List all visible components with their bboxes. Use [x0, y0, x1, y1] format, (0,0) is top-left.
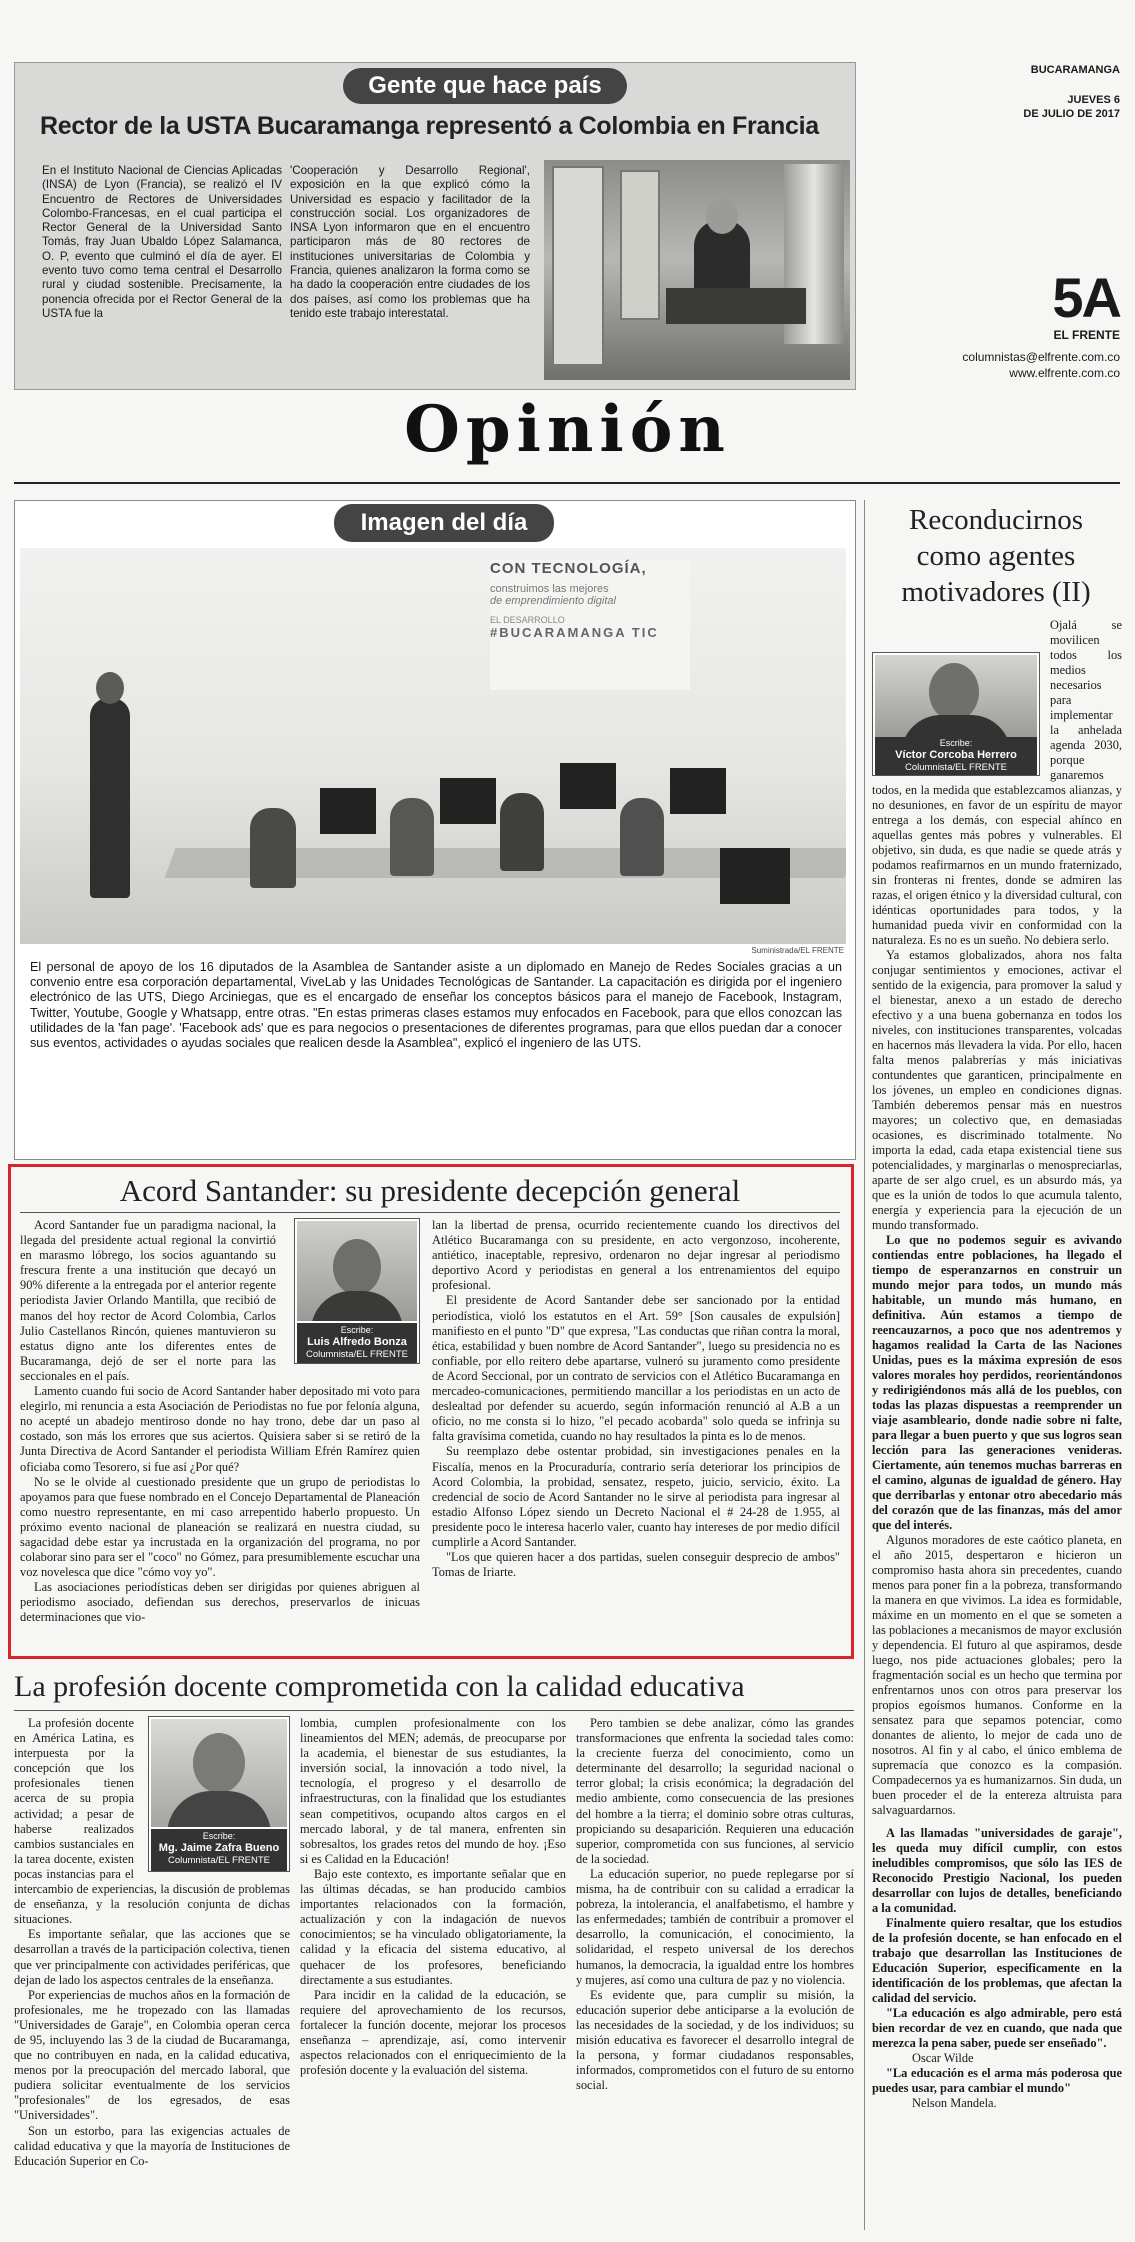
wall-banner [490, 560, 690, 690]
docente-headline: La profesión docente comprometida con la calidad educativa [14, 1670, 745, 1703]
section-title: Opinión [404, 392, 731, 467]
banner-photo-window [620, 170, 660, 320]
photo-credit: Suministrada/EL FRENTE [751, 946, 844, 955]
docente-col2 [300, 1716, 566, 2236]
docente-author-role: Columnista/EL FRENTE [167, 1855, 271, 1866]
monitor [440, 778, 496, 824]
attendee [390, 798, 434, 876]
docente-col1-p3: Por experiencias de muchos años en la formación de profesionales, me he tropezado con las llamadas "Universidades de Garaje", en Colombia operan cerca de 95, incluyendo las 3 de la ciudad de Bucaramanga, que no contribuyen en nada, en la calidad educativa, menos por la preocupación del mercado laboral, que pudiera solicitar eventualmente de los servicios "profesionales" de los egresados, de esas "Universidades". [14, 1987, 290, 2123]
reconducir-escribe: Escribe: [939, 738, 973, 748]
docente-author-caption [151, 1829, 287, 1871]
presenter-figure [90, 698, 130, 898]
acord-col1-p4: Las asociaciones periodísticas deben ser dirigidas por quienes abriguen al periodismo asociado, defiendan sus derechos, preservarlos de inicuas determinaciones que vio- [20, 1580, 420, 1625]
docente-col2-p3: Para incidir en la calidad de la educación, se requiere del aprovechamiento de los recursos, fortalecer la función docente, mejorar los procesos enseñanza – aprendizaje, así, como intervenir aspectos relacionados con el enriquecimiento de la profesión docente y la evaluación del sistema. [300, 1987, 566, 2078]
imagen-photo [20, 548, 846, 944]
acord-col2-p2: El presidente de Acord Santander debe ser sancionado por la entidad periodística, violó los estatutos en el Art. 59° [Son causales de expulsión] manifiesto en el punto "D" que expresa, "Las conductas que riñan contra la moral, ética, estabilidad y buen nombre de Acord Santander", luego su presidencia no es confiable, por ello reitero debe apartarse, vulneró su juramento como presidente de Acord Seccional, por un contrato de servicios con el Atlético Bucaramanga en mercadeo-comunicaciones, permitiendo mancillar a los periodistas en un acto de deslealtad por defender su acuerdo, según información renunció al A.B a un oficio, no me consta si lo hizo, "el pecado acobarda" solo queda se infrinja su falta gravísima cometida, cuando no hay resultados la pinta es lo de menos. [432, 1293, 840, 1444]
docente-col1-p1: La profesión docente en América Latina, es interpuesta por la concepción que los profesionales tienen acerca de su propia actividad; a pesar de haberse realizados cambios sustanciales en la tarea docente, existen pocas instancias para el intercambio de experiencias, la discusión de problemas de enseñanza, y la resolución conjunta de dichas situaciones. [14, 1716, 290, 1927]
reconducir-p3: Lo que no podemos seguir es avivando contiendas entre poblaciones, ha llegado el tiempo de esperanzarnos en construir un mundo mejor para todos, un mundo más habitable, un mundo más humano, en definitiva. Aún estamos a tiempo de reencauzarnos, a poco que nos adentremos y hagamos realidad la Carta de las Naciones Unidas, pues es la máxima expresión de esos valores morales hoy perdidos, reorientándonos y redirigiéndonos más allá de los pueblos, con todas las plazas dispuestas a reemprender un viaje asambleario, donde nadie sobre ni falte, para llegar a buen puerto y que sus logros sean lección para las generaciones venideras. Ciertamente, aún tenemos muchas barreras en el camino, algunas de igualdad de género. Hay que derribarlas y entonar otro abecedario más del corazón que de las finanzas, más del amor que del interés. [872, 1233, 1122, 1532]
banner-col2: 'Cooperación y Desarrollo Regional', exposición en la que explicó cómo la Universidad es espacio y facilitador de la construcción social. Los organizadores de INSA Lyon informaron que en el encuentro participaron más de 80 rectores de instituciones universitarias de Colombia y Francia, quienes analizaron la forma como se ha dado la cooperación entre ciudades de los dos países, así como los problemas que ha tenido este trabajo interestatal. [290, 164, 530, 320]
docente-escribe: Escribe: [202, 1831, 236, 1841]
paper-name: EL FRENTE [1053, 328, 1120, 342]
banner-photo [544, 160, 850, 380]
section-rule [14, 482, 1120, 484]
acord-col1-p1: Acord Santander fue un paradigma nacional, la llegada del presidente actual regional la convirtió en marasmo lóbrego, los socios aguantando su frescura frente a una institución que decayó un 90% diferente a la entregada por el anterior regente periodista Javier Orlando Mantilla, que recibió de manos del hoy rector de Acord Colombia, Carlos Julio Castellanos Rincón, quienes mantuvieron su estatus digno ante los diferentes entes de Bucaramanga, dejó de ser el norte para las seccionales en el país. [20, 1218, 276, 1383]
reconducir-author-box [872, 652, 1040, 776]
wall-banner-line3: de emprendimiento digital [490, 595, 616, 607]
reconducir-headline [870, 502, 1122, 610]
reconducir-headline-3: motivadores (II) [901, 576, 1091, 608]
acord-author-photo [297, 1221, 417, 1321]
header-city: BUCARAMANGA [1030, 64, 1120, 76]
attendee [500, 793, 544, 871]
presenter-head [96, 672, 124, 704]
docente-author-head [193, 1733, 245, 1793]
docente-author-box [148, 1716, 290, 1872]
docente-col3 [576, 1716, 854, 2236]
acord-author-caption [297, 1323, 417, 1363]
banner-headline: Rector de la USTA Bucaramanga representó a Colombia en Francia [40, 112, 819, 140]
reconducir-headline-2: como agentes [916, 540, 1076, 572]
acord-col2-p4: "Los que quieren hacer a dos partidas, suelen conseguir desprecio de ambos" Tomas de Iriarte. [432, 1550, 840, 1580]
acord-rule [20, 1212, 840, 1213]
wall-banner-line1: CON TECNOLOGÍA, [490, 560, 647, 577]
reconducir-body [872, 618, 1122, 2234]
reconducir-author-caption [875, 737, 1037, 775]
header-date-1: JUEVES 6 [1067, 94, 1120, 106]
header-web: www.elfrente.com.co [1009, 366, 1120, 380]
docente-col2-p1: lombia, cumplen profesionalmente con los lineamientos del MEN; además, de preocuparse por la academia, el bienestar de sus estudiantes, la inversión social, la innovación a todo nivel, la tecnología, el progreso y el desarrollo de infraestructuras, con la finalidad que los estudiantes sean competitivos, ocupando altos cargos en el mercado laboral, y de tal manera, enfrenten sin sobresaltos, los grades retos del mundo de hoy. ¡Eso si es Calidad en la Educación! [300, 1716, 566, 1866]
reconducir-p5: A las llamadas "universidades de garaje", les queda muy difícil cumplir, con estos ineludibles compromisos, que sólo las IES de Reconocido Prestigio Nacional, los pueden desarrollar con lujos de detalles, beneficiando a la comunidad. [872, 1826, 1122, 1915]
wall-banner-line5: #BUCARAMANGA TIC [490, 625, 659, 640]
attendee [250, 808, 296, 888]
imagen-pill: Imagen del día [334, 504, 554, 542]
header-date-2: DE JULIO DE 2017 [1023, 108, 1120, 120]
monitor [320, 788, 376, 834]
reconducir-author-name: Víctor Corcoba Herrero [895, 749, 1017, 761]
reconducir-quote1: "La educación es algo admirable, pero está bien recordar de vez en cuando, que nada que merezca la pena saber, puede ser enseñado". [872, 2006, 1122, 2050]
acord-author-role: Columnista/EL FRENTE [305, 1349, 409, 1360]
banner-photo-head [706, 198, 738, 234]
docente-col3-p2: La educación superior, no puede replegarse por sí misma, ha de contribuir con su calidad a erradicar la pobreza, la intolerancia, el analfabetismo, el hambre y las enfermedades; también de contribuir a promover el desarrollo, la comunicación, el conocimiento, la solidaridad, el respeto universal de los derechos humanos, la democracia, la igualdad entre los hombres y mujeres, así como una cultura de paz y no violencia. [576, 1866, 854, 1987]
acord-headline: Acord Santander: su presidente decepción general [119, 1173, 741, 1208]
acord-col2 [432, 1218, 840, 1650]
acord-author-head [333, 1239, 381, 1295]
acord-col2-p3: Su reemplazo debe ostentar probidad, sin investigaciones penales en la Fiscalía, menos en la Procuraduría, contrario sería deteriorar los principios de Acord Colombia, la probidad, sensatez, respeto, juicio, servicio, éxito. La credencial de socio de Acord Santander no le sirve al periodista para ingresar al estadio Alfonso López siendo un Decreto Nacional el # 24-28 de 1.955, al presidente poco le interesa hacerlo valer, cuanto hay intereses de por medio difícil cumplirle a Acord Santander. [432, 1444, 840, 1549]
docente-rule [14, 1710, 854, 1711]
reconducir-author-shoulders [901, 715, 1011, 737]
reconducir-author-role: Columnista/EL FRENTE [904, 762, 1008, 773]
monitor [720, 848, 790, 904]
reconducir-p1: Ojalá se movilicen todos los medios necesarios para implementar la anhelada agenda 2030, porque ganaremos todos, en la medida que establezcamos alianzas, y no desuniones, en favor de un espíritu de mayor entrega a los demás, con especial ahínco en aquellas gentes más pobres y vulnerables. El objetivo, sin duda, es que nadie se quede atrás y podamos reafirmarnos en un mundo fraternizado, sin fronteras ni frentes, donde se admiren las razas, el origen étnico y la diversidad cultural, con idénticas oportunidades para todos, y la humanidad pueda vivir en conformidad con la naturaleza. Es no es un sueño. No debiera serlo. [872, 618, 1122, 947]
reconducir-p6: Finalmente quiero resaltar, que los estudios de la profesión docente, se han enfocado en el trabajo que desarrollan las Instituciones de Educación Superior, especificamente en la identificación de los problemas, que afectan la calidad del servicio. [872, 1916, 1122, 2005]
header-email: columnistas@elfrente.com.co [962, 350, 1120, 364]
column-divider [864, 500, 865, 2230]
reconducir-p4: Algunos moradores de este caótico planeta, en el año 2015, despertaron e hicieron un compromiso hasta ahora sin precedentes, cuando menos para poner fin a la pobreza, transformando la manera en que vivimos. La idea es formidable, máxime en un momento en el que se someten a las poblaciones a mecanismos de mayor exclusión y dependencia. El futuro al que aspiramos, desde luego, nos pide actuaciones globales; pero la fragmentación social es un hecho que termina por enfrentarnos unos con otros para preservar los propios egoísmos humanos. Conforme en la sensatez para que sepamos potenciar, como donantes de aliento, lo mejor de cada uno de nosotros. Al fin y al cabo, el único emblema de supremacía que conozco es la compasión. Compadecernos ya es humanizarnos. Sin duda, un buen proceder el de la entereza altruista para salvaguardarnos. [872, 1533, 1122, 1817]
reconducir-author-photo [875, 655, 1037, 737]
reconducir-author-head [929, 663, 979, 721]
docente-col2-p2: Bajo este contexto, es importante señalar que en las últimas décadas, se han producido cambios importantes relacionados con la formación, actualización y con la indagación de nuevos conocimientos; se ha vinculado obligatoriamente, la calidad y la eficacia del sistema educativo, al quehacer de los profesores, beneficiando directamente a sus estudiantes. [300, 1866, 566, 1987]
wall-banner-line2: construimos las mejores [490, 583, 609, 595]
imagen-caption: El personal de apoyo de los 16 diputados de la Asamblea de Santander asiste a un diplomado en Manejo de Redes Sociales gracias a un convenio entre esa corporación departamental, ViveLab y las Unidades Tecnológicas de Santander. La capacitación es dirigida por el ingeniero electrónico de las UTS, Diego Arciniegas, que es el encargado de enseñar los conceptos básicos para el manejo de Facebook, Instagram, Twitter, Youtube, Google y Whatsapp, entre otras. "En estas primeras clases estamos muy enfocados en Facebook, para que ellos conozcan las utilidades de la 'fan page'. 'Facebook ads' que es para negocios o presentaciones de diferentes programas, para que ellos puedan dar a conocer sus eventos, actividades o ayudas sociales que realicen desde la Asamblea", explicó el ingeniero de las UTS. [30, 960, 842, 1051]
banner-photo-lectern [666, 288, 806, 324]
acord-col1-p2: Lamento cuando fui socio de Acord Santander haber depositado mi voto para elegirlo, mi renuncia a esta Asociación de Periodistas no fue por felonía alguna, no acepté un abadejo mentiroso donde no hay trono, debe dar un paso al costado, son más los errores que sus aciertos. Quisiera saber si se retiró de la Junta Directiva de Acord Santander el periodista William Efrén Ramírez quien oficiaba como Tesorero, si fue así ¿Por qué? [20, 1384, 420, 1474]
banner-pill: Gente que hace país [343, 68, 627, 104]
docente-col3-p1: Pero tambien se debe analizar, cómo las grandes transformaciones que enfrenta la sociedad tales como: la creciente fuerza del conocimiento, como un determinante del desarrollo; la seguridad nacional o terror global; la crisis económica; la degradación del medio ambiente, como consecuencia de las presiones del hombre a la tierra; el dominio sobre otras culturas, propiciando su desaparición. Requieren una educación superior, comprometida con sus funciones, al servicio de la sociedad. [576, 1716, 854, 1866]
acord-col2-p1: lan la libertad de prensa, ocurrido recientemente cuando los directivos del Atlético Bucaramanga con su presidente, en acto vergonzoso, incoherente, antiético, inaceptable, represivo, ordenaron no dejar ingresar al periodismo deportivo Acord y periodistas en general a los entrenamientos del equipo profesional. [432, 1218, 840, 1293]
reconducir-headline-1: Reconducirnos [909, 504, 1083, 536]
attendee [620, 798, 664, 876]
acord-author-shoulders [311, 1291, 403, 1321]
docente-col1-p4: Son un estorbo, para las exigencias actuales de calidad educativa y que la mayoría de Instituciones de Educación Superior en Co- [14, 2123, 290, 2168]
docente-col1-p2: Es importante señalar, que las acciones que se desarrollan a través de la participación colectiva, tienen que ver principalmente con actividades periféricas, que dejan de lado los aspectos centrales de la enseñanza. [14, 1927, 290, 1987]
reconducir-quote2: "La educación es el arma más poderosa que puedes usar, para cambiar el mundo" [872, 2066, 1122, 2095]
wall-banner-line4: EL DESARROLLO [490, 615, 565, 625]
monitor [670, 768, 726, 814]
acord-escribe: Escribe: [340, 1325, 374, 1335]
monitor [560, 763, 616, 809]
acord-author-name: Luis Alfredo Bonza [307, 1336, 407, 1348]
reconducir-quote2-author: Nelson Mandela. [912, 2096, 997, 2110]
banner-photo-window [552, 166, 604, 366]
docente-col3-p3: Es evidente que, para cumplir su misión, la educación superior debe anticiparse a la evolución de las necesidades de la sociedad, y de los individuos; su misión educativa es favorecer el desarrollo integral de la persona, y formar ciudadanos responsables, informados, comprometidos con el futuro de su entorno social. [576, 1987, 854, 2093]
reconducir-quote1-author: Oscar Wilde [912, 2051, 974, 2065]
acord-col1-p3: No se le olvide al cuestionado presidente que un grupo de periodistas lo apoyamos para que fuese nombrado en el Concejo Departamental de Planeación como nuestro representante, en mi caso arrepentido haberlo propuesto. Un próximo evento nacional de planeación se realizará en nuestra ciudad, su sagacidad debe estar ya incrustada en la organización del programa, no por colaborar sino para ser el "coco" no Gómez, para presumiblemente escuchar una voz novelesca que dice "cómo voy yo". [20, 1474, 420, 1580]
docente-author-shoulders [167, 1791, 271, 1827]
banner-col1: En el Instituto Nacional de Ciencias Aplicadas (INSA) de Lyon (Francia), se realizó el IV Encuentro de Rectores de Universidades Colombo-Francesas, en el cual participa el Rector General de la Universidad Santo Tomás, fray Juan Ubaldo López Salamanca, O. P, evento que culminó el día de ayer. El evento tuvo como tema central el Desarrollo rural y ciudad sostenible. Precisamente, la ponencia ofrecida por el Rector General de la USTA fue la [42, 164, 282, 320]
docente-author-photo [151, 1719, 287, 1827]
acord-author-box [294, 1218, 420, 1364]
reconducir-p2: Ya estamos globalizados, ahora nos falta conjugar sentimientos y emociones, activar el sentido de la exigencia, para promover la salud y el bienestar, anexo a un estado de derecho efectivo y a una buena gobernanza en todos los niveles, con instituciones transparentes, volcadas en hacernos más llevadera la vida. Por ello, hacen falta menos palabrerías y más iniciativas contundentes que garanticen, principalmente en los jóvenes, un empleo en condiciones dignas. También deberemos pensar más en nuestros mayores; un colectivo que, en demasiadas ocasiones, es discriminado totalmente. No importa la edad, cada etapa existencial tiene sus potencialidades, y marginarlas o menospreciarlas, aparte de ser algo cruel, es un absurdo más, ya que es la unión de todos lo que acumula talento, energía y experiencia para la ejecución de un mundo transformado. [872, 948, 1122, 1232]
docente-author-name: Mg. Jaime Zafra Bueno [158, 1842, 280, 1854]
page-number: 5A [1052, 266, 1120, 329]
